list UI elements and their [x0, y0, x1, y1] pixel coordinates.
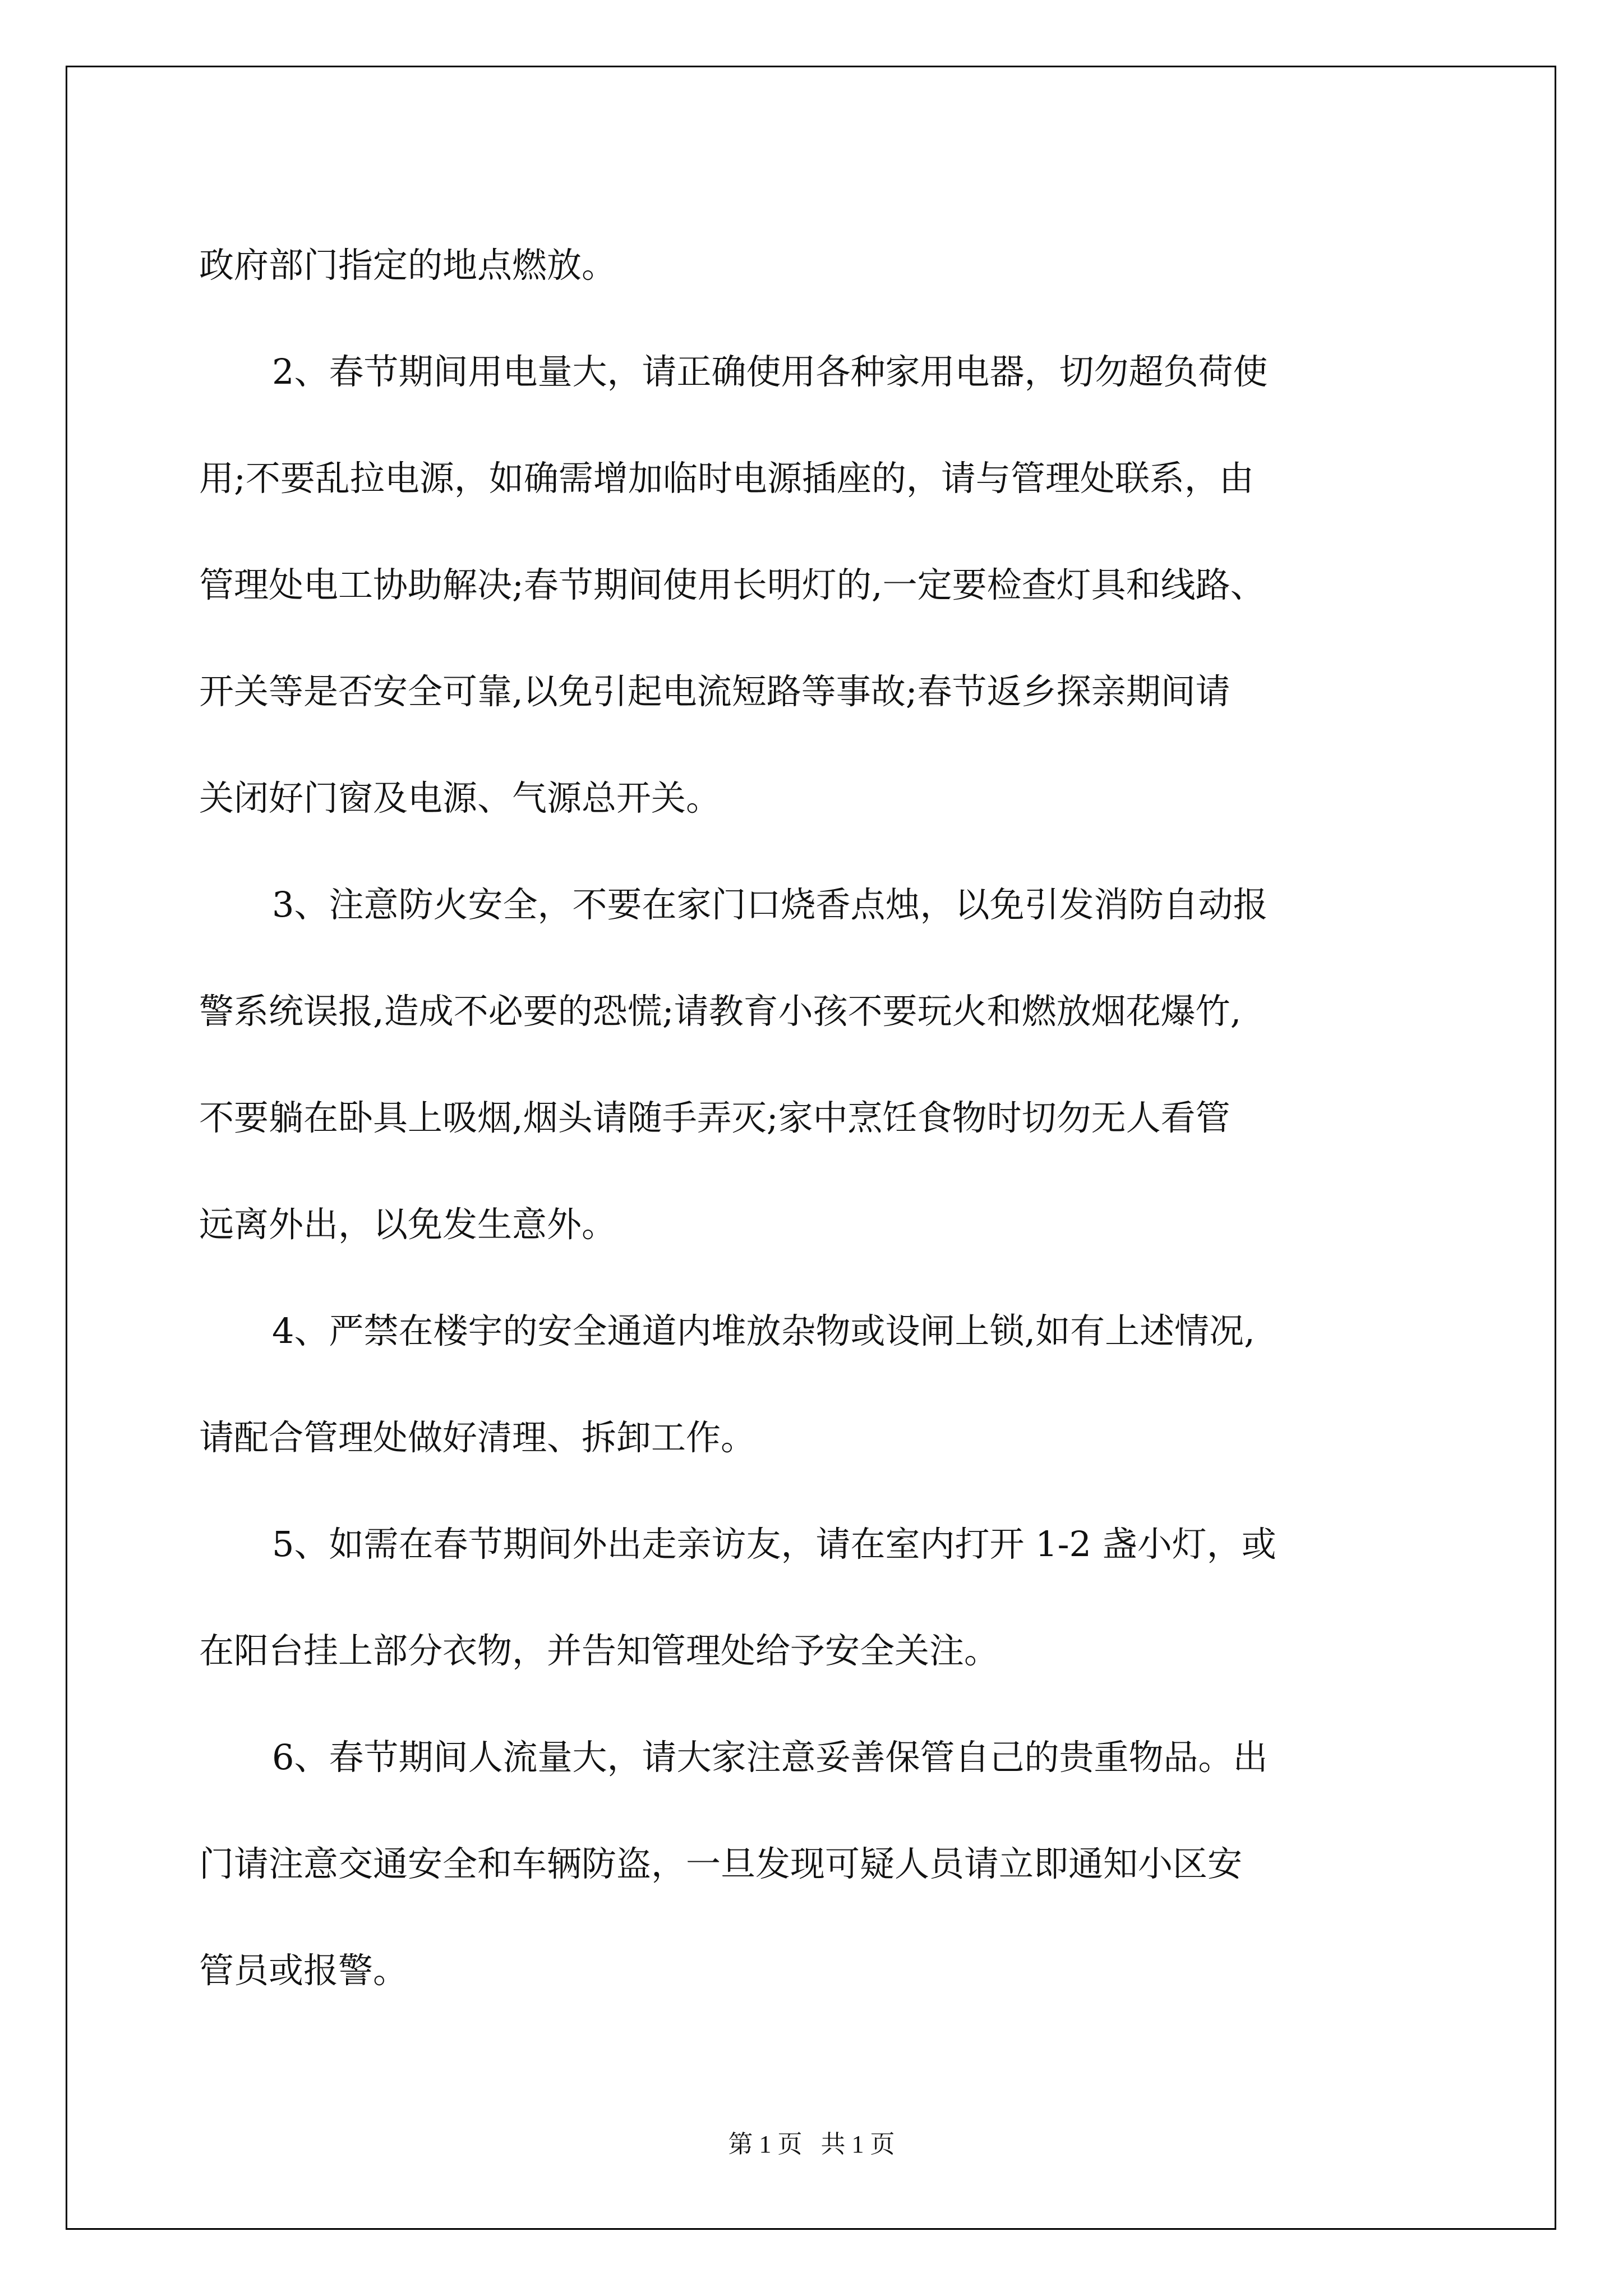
page-number-footer: 第 1 页 共 1 页	[728, 2131, 895, 2158]
text-line: 在阳台挂上部分衣物，并告知管理处给予安全关注。	[199, 1630, 999, 1671]
text-line: 开关等是否安全可靠,以免引起电流短路等事故;春节返乡探亲期间请	[199, 671, 1230, 712]
text-line: 门请注意交通安全和车辆防盗，一旦发现可疑人员请立即通知小区安	[199, 1843, 1243, 1884]
text-line: 4、严禁在楼宇的安全通道内堆放杂物或设闸上锁,如有上述情况,	[272, 1310, 1255, 1351]
text-line: 关闭好门窗及电源、气源总开关。	[199, 777, 721, 818]
text-line: 5、如需在春节期间外出走亲访友，请在室内打开 1-2 盏小灯，或	[272, 1524, 1276, 1565]
text-line: 管员或报警。	[199, 1950, 408, 1991]
text-line: 请配合管理处做好清理、拆卸工作。	[199, 1417, 756, 1458]
text-line: 政府部门指定的地点燃放。	[199, 245, 617, 286]
document-body	[199, 212, 1433, 2024]
text-line: 不要躺在卧具上吸烟,烟头请随手弄灭;家中烹饪食物时切勿无人看管	[199, 1097, 1230, 1138]
text-line: 3、注意防火安全，不要在家门口烧香点烛，以免引发消防自动报	[272, 884, 1268, 925]
text-line: 2、春节期间用电量大，请正确使用各种家用电器，切勿超负荷使	[272, 351, 1268, 392]
text-line: 用;不要乱拉电源，如确需增加临时电源插座的，请与管理处联系，由	[199, 458, 1254, 499]
text-line: 远离外出，以免发生意外。	[199, 1204, 617, 1245]
text-line: 管理处电工协助解决;春节期间使用长明灯的,一定要检查灯具和线路、	[199, 564, 1265, 605]
text-line: 6、春节期间人流量大，请大家注意妥善保管自己的贵重物品。出	[272, 1737, 1268, 1778]
text-line: 警系统误报,造成不必要的恐慌;请教育小孩不要玩火和燃放烟花爆竹,	[199, 991, 1242, 1032]
